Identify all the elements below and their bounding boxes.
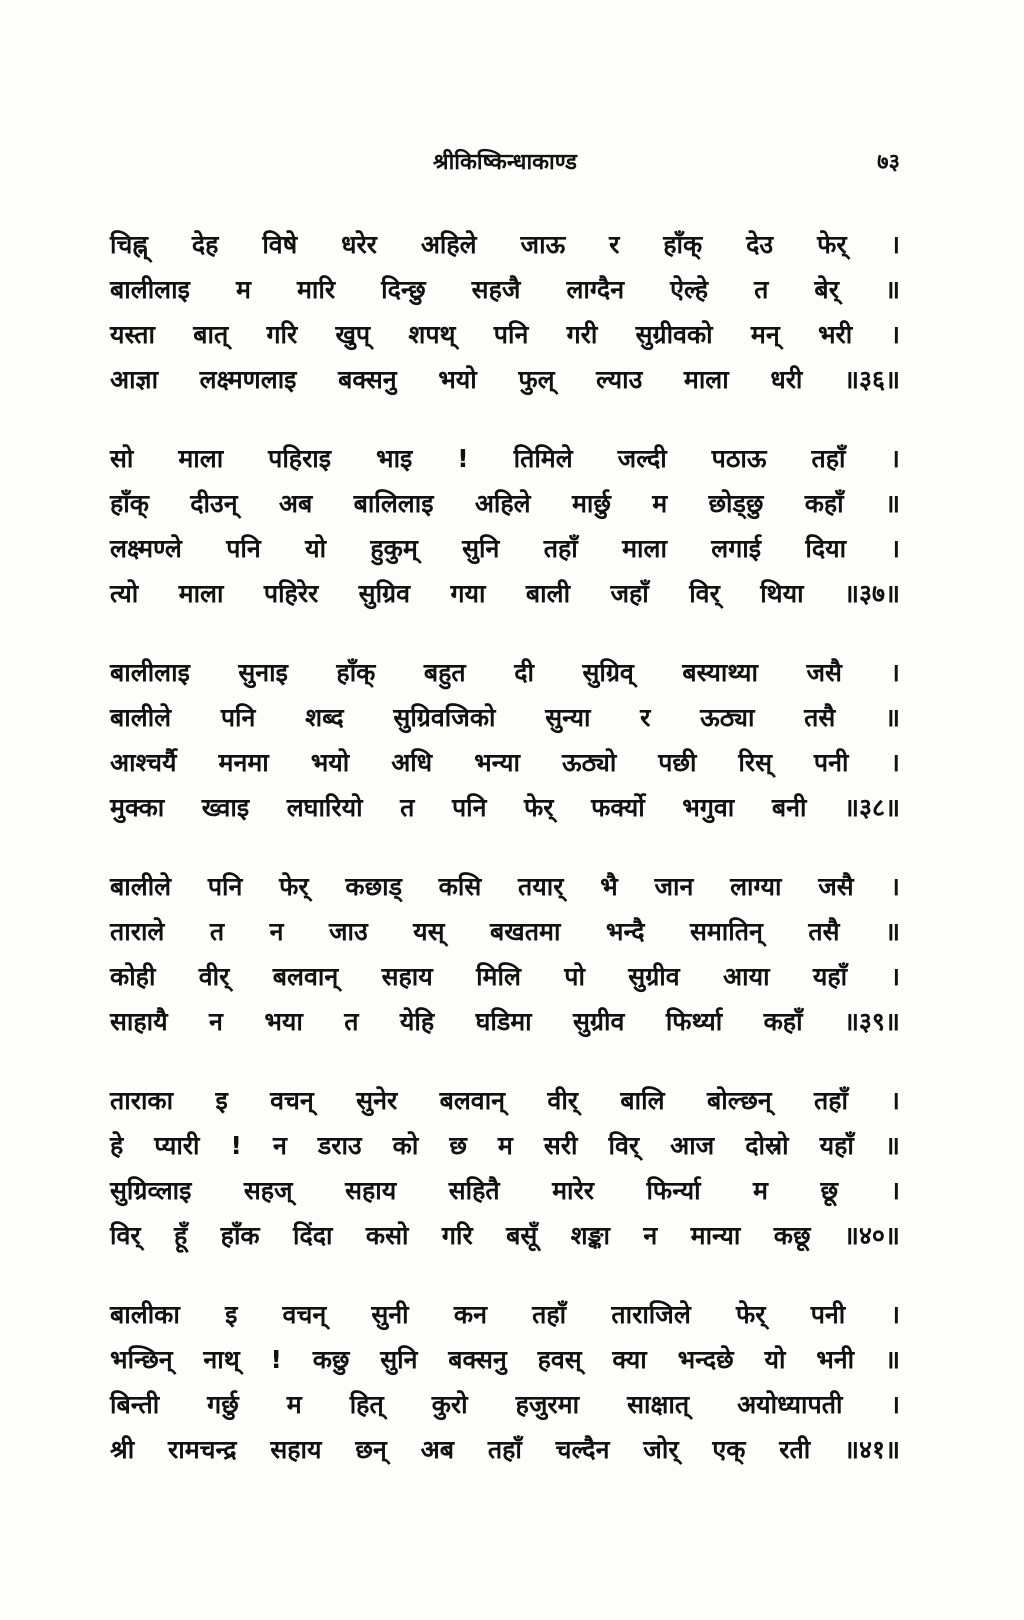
verse-word: ॥४१॥ (844, 1435, 900, 1464)
verse-line (110, 1078, 900, 1123)
verse-word: अब (420, 1435, 454, 1464)
verse-word: गरि (266, 320, 298, 349)
verse-word: मनमा (218, 748, 269, 777)
verse-word: त (400, 793, 415, 822)
verse-word: बक्सनु (338, 365, 397, 394)
verse-line (110, 1427, 900, 1472)
verse-line (110, 436, 900, 481)
verse-word: जल्दी (617, 444, 667, 473)
verse-word: बलवान् (272, 962, 339, 991)
verse-word: विर् (689, 579, 720, 608)
verse-word: पो (564, 962, 585, 991)
verse-word: म (235, 275, 251, 304)
verse-word: बालीले (110, 703, 172, 732)
verse-word: विषे (262, 230, 298, 259)
verse-word: दिया (805, 534, 847, 563)
verse-word: सुनि (462, 534, 500, 563)
verse-word: फेर् (524, 793, 554, 822)
verse-word: छ (449, 1131, 467, 1160)
verse-word: बसूँ (506, 1221, 538, 1250)
verse-line (110, 1123, 900, 1168)
verse-word: न (272, 1131, 287, 1160)
verse-word: विर् (608, 1131, 640, 1160)
verse-word: बिन्ती (110, 1390, 160, 1419)
verse-word: विर् (110, 1221, 141, 1250)
verse-word: फेर् (817, 230, 847, 259)
verse-word: कछू (773, 1221, 811, 1250)
verse-word: तसै (808, 917, 840, 946)
verse-word: बालिलाइ (353, 489, 434, 518)
verse-word: दिन्छु (381, 275, 426, 304)
verse-word: सुग्रिवजिको (393, 703, 496, 732)
verse-word: न (209, 1007, 223, 1036)
verse-word: पनि (207, 872, 243, 901)
verse-word: बालि (620, 1086, 665, 1115)
verse-word: भयो (310, 748, 350, 777)
verse-word: सरी (543, 1131, 578, 1160)
verse-word: देह (191, 230, 219, 259)
verse-word: क्या (612, 1345, 647, 1374)
verse-word: एक् (712, 1435, 746, 1464)
verse-word: सहाय (381, 962, 433, 991)
verse-word: नाथ् (203, 1345, 240, 1374)
verse-line (110, 267, 900, 312)
verse-word: आज (670, 1131, 715, 1160)
verse-word: हाँक (220, 1221, 260, 1250)
verse-word: पनी (810, 1300, 846, 1329)
verse-word: ताराले (110, 917, 165, 946)
verse-line (110, 1337, 900, 1382)
verse-word: । (890, 534, 900, 563)
verse-word: म (652, 489, 668, 518)
verse-line (110, 650, 900, 695)
verse-word: ॥ (884, 489, 900, 518)
stanza-37 (110, 436, 900, 616)
verse-word: फेर् (279, 872, 309, 901)
verse-line (110, 909, 900, 954)
verse-word: ॥ (885, 275, 900, 304)
verse-word: बालीले (110, 872, 172, 901)
verse-word: देउ (746, 230, 774, 259)
verse-word: कोही (110, 962, 156, 991)
verse-word: तयार् (517, 872, 564, 901)
verse-word: । (890, 320, 900, 349)
verse-word: हाँक् (110, 489, 149, 518)
verse-word: हाँक् (336, 658, 376, 687)
verse-word: ! (270, 1345, 282, 1374)
verse-line (110, 1168, 900, 1213)
verse-body (110, 222, 900, 1506)
verse-word: दी (514, 658, 534, 687)
verse-word: माला (622, 534, 667, 563)
verse-word: यहाँ (819, 1131, 854, 1160)
verse-word: जाऊ (520, 230, 566, 259)
verse-line (110, 695, 900, 740)
verse-word: भया (264, 1007, 303, 1036)
verse-word: अहिले (420, 230, 477, 259)
verse-word: मारि (296, 275, 336, 304)
verse-word: तहाँ (814, 1086, 849, 1115)
verse-word: ॥३६॥ (844, 365, 900, 394)
verse-word: यो (305, 534, 327, 563)
verse-word: सहज् (243, 1176, 293, 1205)
verse-word: मान्या (690, 1221, 741, 1250)
verse-word: बाली (525, 579, 571, 608)
verse-line (110, 481, 900, 526)
verse-word: श्री (110, 1435, 135, 1464)
verse-word: यस्ता (110, 320, 155, 349)
verse-word: ॥३९॥ (843, 1007, 900, 1036)
verse-word: पछी (658, 748, 697, 777)
verse-word: पनि (220, 703, 256, 732)
verse-word: चल्दैन (555, 1435, 610, 1464)
verse-word: येहि (399, 1007, 435, 1036)
verse-word: तहाँ (811, 444, 846, 473)
verse-word: । (890, 748, 900, 777)
verse-word: ताराजिले (611, 1300, 691, 1329)
verse-word: ल्याउ (596, 365, 643, 394)
verse-word: धरेर (341, 230, 377, 259)
verse-word: सुनि (380, 1345, 418, 1374)
verse-word: यस् (413, 917, 445, 946)
verse-word: घडिमा (475, 1007, 532, 1036)
verse-word: रती (779, 1435, 811, 1464)
verse-word: । (890, 1176, 900, 1205)
verse-word: बालीलाइ (110, 275, 190, 304)
verse-word: । (890, 962, 900, 991)
verse-word: पनि (226, 534, 261, 563)
verse-word: हाँक् (663, 230, 703, 259)
verse-word: भन्दछे (677, 1345, 734, 1374)
verse-word: कसो (365, 1221, 409, 1250)
verse-word: गर्छु (207, 1390, 239, 1419)
verse-word: तहाँ (487, 1435, 522, 1464)
verse-word: सुग्रिव (358, 579, 411, 608)
verse-word: कहाँ (804, 489, 844, 518)
verse-word: माला (178, 444, 224, 473)
verse-word: पहिरेर (263, 579, 319, 608)
verse-word: सुनेर (356, 1086, 398, 1115)
verse-word: यहाँ (812, 962, 848, 991)
verse-word: फुल् (518, 365, 555, 394)
verse-word: सो (110, 444, 134, 473)
verse-line (110, 740, 900, 785)
verse-word: । (890, 658, 900, 687)
verse-word: हुकुम् (370, 534, 418, 563)
verse-word: कसि (438, 872, 482, 901)
verse-word: अब (278, 489, 313, 518)
verse-word: गरि (441, 1221, 473, 1250)
verse-word: भनी (816, 1345, 855, 1374)
verse-word: छू (820, 1176, 838, 1205)
verse-word: जान (654, 872, 694, 901)
verse-word: तिमिले (513, 444, 573, 473)
verse-word: सुनी (371, 1300, 409, 1329)
verse-word: लक्ष्मण्ले (110, 534, 182, 563)
verse-word: र (640, 703, 651, 732)
verse-word: । (890, 1390, 900, 1419)
verse-word: भन्या (474, 748, 521, 777)
verse-word: सुन्या (545, 703, 591, 732)
verse-word: भरी (817, 320, 853, 349)
verse-word: दोस्रो (745, 1131, 789, 1160)
verse-word: हजुरमा (515, 1390, 580, 1419)
verse-word: आया (723, 962, 770, 991)
verse-word: बक्सनु (448, 1345, 507, 1374)
verse-word: पनी (813, 748, 849, 777)
verse-word: । (890, 444, 900, 473)
verse-word: वचन् (282, 1300, 327, 1329)
verse-line (110, 1382, 900, 1427)
verse-word: ख्वाइ (201, 793, 250, 822)
verse-word: पठाऊ (711, 444, 767, 473)
verse-word: त्यो (110, 579, 139, 608)
stanza-40 (110, 1078, 900, 1258)
verse-word: भन्छिन् (110, 1345, 173, 1374)
running-title: श्रीकिष्किन्धाकाण्ड (433, 150, 577, 175)
page-number: ७३ (877, 150, 900, 175)
verse-word: प्यारी (154, 1131, 200, 1160)
verse-word: हूँ (174, 1221, 188, 1250)
verse-word: सुग्रीवको (635, 320, 713, 349)
verse-word: सहजै (471, 275, 521, 304)
verse-line (110, 312, 900, 357)
verse-word: ताराका (110, 1086, 174, 1115)
verse-word: समातिन् (689, 917, 763, 946)
verse-word: गया (450, 579, 486, 608)
verse-word: अयोध्यापती (737, 1390, 843, 1419)
verse-word: दीउन् (190, 489, 238, 518)
verse-word: ! (457, 444, 469, 473)
verse-word: फिर्थ्या (665, 1007, 723, 1036)
verse-word: म (753, 1176, 768, 1205)
verse-word: । (890, 872, 900, 901)
stanza-38 (110, 650, 900, 830)
verse-word: फर्क्यो (591, 793, 645, 822)
verse-word: साक्षात् (627, 1390, 690, 1419)
verse-word: हे (110, 1131, 124, 1160)
verse-word: लगाई (711, 534, 762, 563)
verse-word: ऊठ्यो (561, 748, 617, 777)
verse-word: न (269, 917, 284, 946)
verse-word: गरी (566, 320, 598, 349)
verse-word: भाइ (376, 444, 413, 473)
verse-word: वीर् (547, 1086, 579, 1115)
verse-line (110, 1292, 900, 1337)
verse-word: बस्याथ्या (682, 658, 758, 687)
verse-word: अहिले (474, 489, 531, 518)
verse-word: बखतमा (490, 917, 561, 946)
stanza-41 (110, 1292, 900, 1472)
verse-word: ! (230, 1131, 242, 1160)
verse-word: आज्ञा (110, 365, 159, 394)
verse-word: सुग्रीव (573, 1007, 625, 1036)
verse-word: मारेर (552, 1176, 594, 1205)
verse-word: । (890, 230, 900, 259)
verse-word: वीर् (198, 962, 230, 991)
verse-line (110, 954, 900, 999)
verse-word: जाउ (328, 917, 368, 946)
verse-word: जसै (818, 872, 854, 901)
verse-word: र (609, 230, 620, 259)
verse-word: सुग्रीव (628, 962, 680, 991)
verse-word: ॥३८॥ (843, 793, 900, 822)
verse-word: सहाय (270, 1435, 322, 1464)
running-head (0, 143, 1024, 183)
verse-word: कछाड् (345, 872, 402, 901)
verse-line (110, 357, 900, 402)
verse-word: त (209, 917, 225, 946)
verse-line (110, 222, 900, 267)
verse-word: ॥ (884, 917, 900, 946)
verse-word: इ (215, 1086, 228, 1115)
verse-word: सहितै (448, 1176, 500, 1205)
verse-word: । (890, 1086, 900, 1115)
verse-word: हवस् (537, 1345, 582, 1374)
verse-line (110, 864, 900, 909)
verse-word: सुग्रिव् (582, 658, 634, 687)
verse-word: मुक्का (110, 793, 165, 822)
verse-word: माला (683, 365, 729, 394)
verse-word: शङ्का (570, 1221, 610, 1250)
verse-word: भन्दै (605, 917, 645, 946)
verse-word: चिह्न् (110, 230, 148, 259)
verse-word: कछु (312, 1345, 350, 1374)
verse-word: न (643, 1221, 658, 1250)
verse-word: मार्छु (571, 489, 611, 518)
verse-word: त (754, 275, 769, 304)
verse-line (110, 785, 900, 830)
verse-word: त (344, 1007, 359, 1036)
verse-word: लक्ष्मणलाइ (199, 365, 297, 394)
verse-word: धरी (770, 365, 803, 394)
verse-word: सुग्रिव्लाइ (110, 1176, 192, 1205)
verse-word: ॥ (884, 1131, 900, 1160)
verse-line (110, 526, 900, 571)
verse-word: लघारियो (286, 793, 363, 822)
verse-word: हित् (349, 1390, 384, 1419)
verse-word: ॥ (885, 703, 900, 732)
verse-word: ऐल्हे (670, 275, 709, 304)
verse-word: ॥४०॥ (843, 1221, 900, 1250)
verse-word: बेर् (814, 275, 839, 304)
verse-word: तसै (804, 703, 836, 732)
verse-line (110, 571, 900, 616)
verse-word: तहाँ (543, 534, 578, 563)
verse-word: बहुत (423, 658, 466, 687)
verse-word: फेर् (735, 1300, 766, 1329)
verse-word: पनि (451, 793, 487, 822)
verse-word: बालीलाइ (110, 658, 190, 687)
verse-word: आश्चर्यै (110, 748, 177, 777)
verse-word: माला (178, 579, 224, 608)
verse-word: बनी (771, 793, 807, 822)
verse-word: लाग्दैन (566, 275, 625, 304)
verse-word: मन् (750, 320, 780, 349)
stanza-39 (110, 864, 900, 1044)
verse-word: भयो (438, 365, 477, 394)
verse-word: को (392, 1131, 419, 1160)
verse-word: कुरो (431, 1390, 468, 1419)
verse-word: खुप् (335, 320, 371, 349)
verse-word: पनि (493, 320, 529, 349)
verse-word: ॥ (884, 1345, 900, 1374)
verse-word: बोल्छन् (706, 1086, 772, 1115)
verse-word: छन् (355, 1435, 387, 1464)
verse-word: जोर् (643, 1435, 679, 1464)
verse-word: बात् (193, 320, 229, 349)
verse-word: सुनाइ (238, 658, 288, 687)
verse-word: दिंदा (293, 1221, 333, 1250)
verse-word: रामचन्द्र (168, 1435, 237, 1464)
verse-word: ऊठ्या (700, 703, 755, 732)
verse-word: बालीका (110, 1300, 180, 1329)
verse-word: डराउ (317, 1131, 362, 1160)
verse-line (110, 1213, 900, 1258)
verse-word: इ (225, 1300, 238, 1329)
verse-word: फिर्न्या (646, 1176, 701, 1205)
stanza-36 (110, 222, 900, 402)
verse-word: तहाँ (532, 1300, 567, 1329)
verse-word: शब्द (305, 703, 344, 732)
verse-word: बलवान् (439, 1086, 506, 1115)
verse-word: रिस् (738, 748, 772, 777)
verse-word: साहायै (110, 1007, 168, 1036)
verse-word: म (286, 1390, 302, 1419)
verse-word: मिलि (476, 962, 521, 991)
verse-word: वचन् (270, 1086, 314, 1115)
verse-word: छोड्छु (708, 489, 764, 518)
verse-word: लाग्या (730, 872, 782, 901)
verse-word: जसै (806, 658, 842, 687)
verse-word: शपथ् (408, 320, 456, 349)
verse-word: जहाँ (610, 579, 649, 608)
verse-word: पहिराइ (268, 444, 332, 473)
verse-word: कन (453, 1300, 487, 1329)
verse-word: सहाय (345, 1176, 397, 1205)
verse-line (110, 999, 900, 1044)
verse-word: भै (600, 872, 618, 901)
verse-word: थिया (760, 579, 804, 608)
verse-word: कहाँ (763, 1007, 803, 1036)
verse-word: अधि (391, 748, 433, 777)
verse-word: भगुवा (682, 793, 735, 822)
verse-word: यो (764, 1345, 786, 1374)
verse-word: ॥३७॥ (844, 579, 900, 608)
verse-word: । (890, 1300, 900, 1329)
verse-word: म (497, 1131, 513, 1160)
